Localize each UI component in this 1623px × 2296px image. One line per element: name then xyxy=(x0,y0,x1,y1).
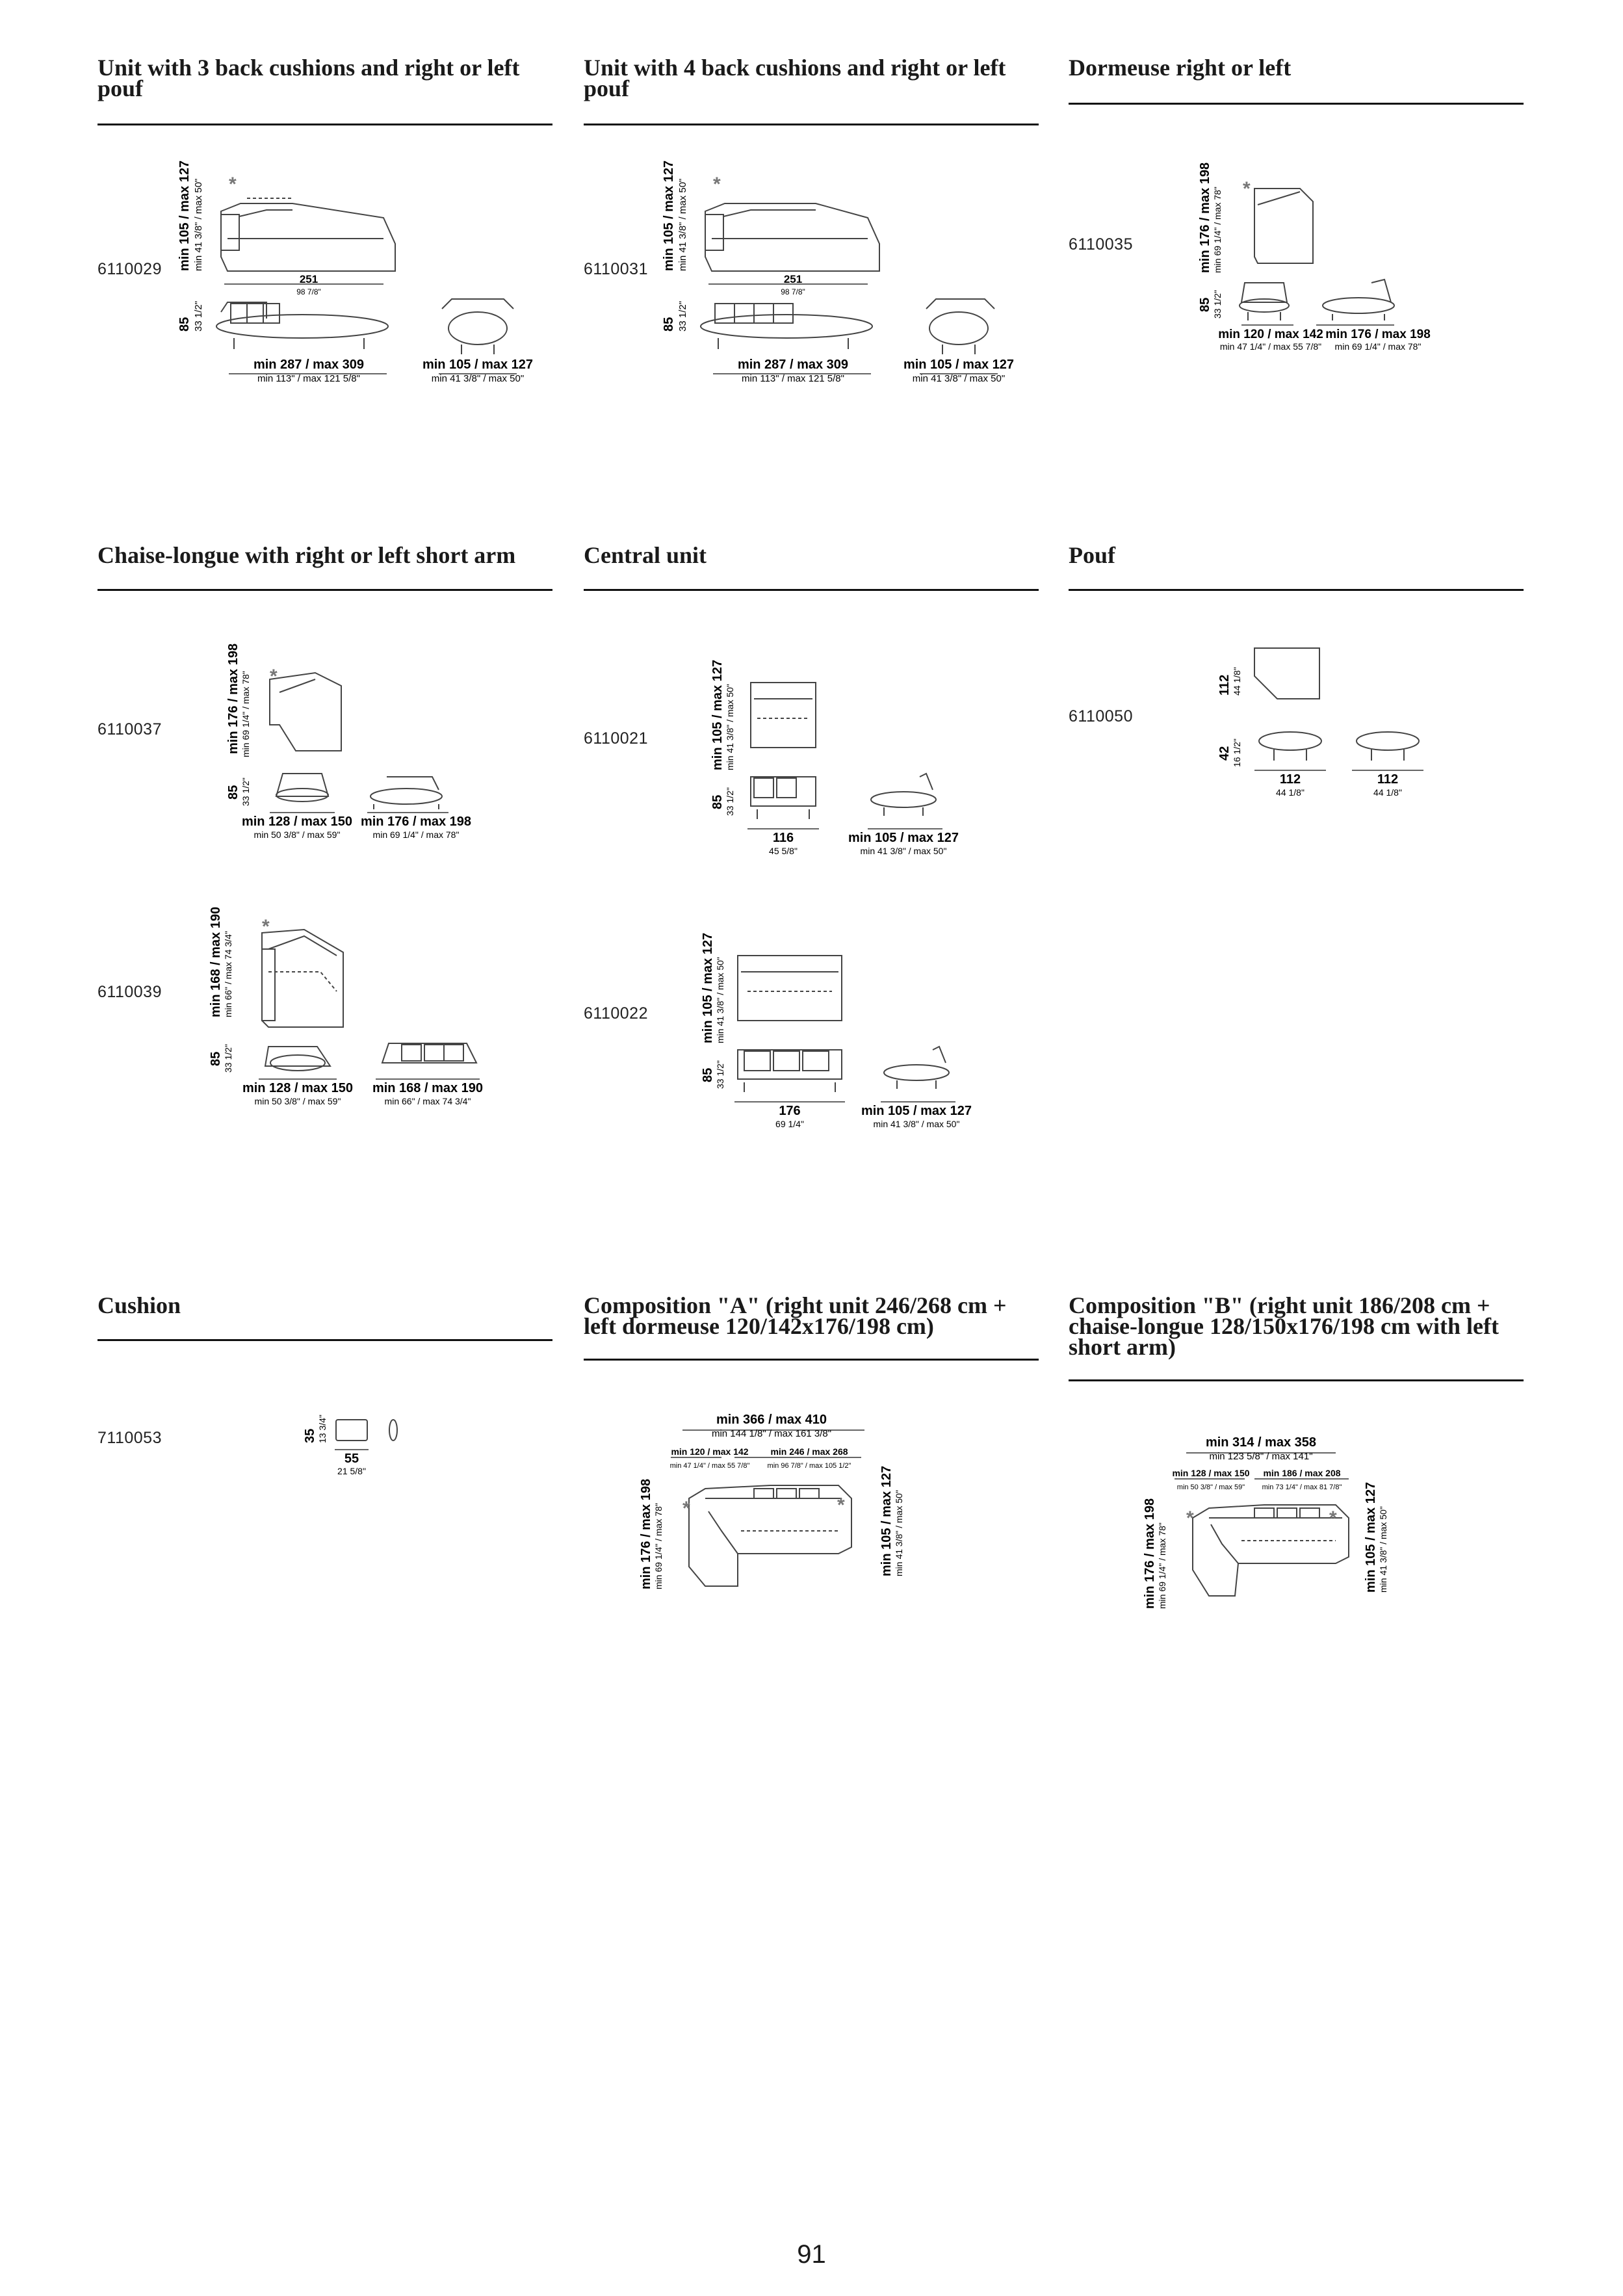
dim-label: min 168 / max 190 xyxy=(372,1081,484,1095)
section-title: Cushion xyxy=(97,1292,181,1318)
section-cushion xyxy=(97,1292,552,1318)
dim-label: min 105 / max 127 xyxy=(1364,1481,1378,1593)
section-rule xyxy=(97,124,552,125)
section-title: Central unit xyxy=(584,542,707,568)
dim-label: min 186 / max 208 xyxy=(1263,1468,1341,1478)
svg-text:*: * xyxy=(682,1498,690,1519)
svg-text:*: * xyxy=(713,174,721,195)
dim-label: 55 xyxy=(344,1452,359,1466)
product-code: 6110037 xyxy=(97,720,162,738)
dim-label: min 128 / max 150 xyxy=(1172,1468,1250,1478)
svg-text:*: * xyxy=(1186,1507,1194,1529)
drawing-composition-a xyxy=(630,1404,929,1606)
section-rule xyxy=(1069,103,1524,105)
section-title: Unit with 4 back cushions and right or left pouf xyxy=(584,55,1006,101)
dim-label: 85 xyxy=(209,1051,223,1066)
dim-label: min 69 1/4" / max 78" xyxy=(1157,1522,1167,1609)
dim-label: 16 1/2" xyxy=(1232,738,1242,767)
drawing-7110053 xyxy=(296,1411,419,1482)
dim-label: min 41 3/8" / max 50" xyxy=(860,846,947,856)
dim-label: min 41 3/8" / max 50" xyxy=(873,1119,960,1129)
dim-label: 44 1/8" xyxy=(1232,667,1242,696)
dim-label: 85 xyxy=(1198,297,1212,312)
dim-label: 112 xyxy=(1279,772,1301,787)
dim-label: min 113" / max 121 5/8" xyxy=(742,373,844,384)
dim-label: min 246 / max 268 xyxy=(770,1446,848,1457)
dim-label: min 73 1/4" / max 81 7/8" xyxy=(1262,1483,1342,1491)
section-title: Composition "B" (right unit 186/208 cm + chaise-longue 128/150x176/198 cm with left short arm) xyxy=(1069,1292,1499,1360)
dim-label: 69 1/4" xyxy=(775,1119,804,1129)
section-chaise-longue xyxy=(97,542,552,568)
dim-label: 85 xyxy=(710,794,725,809)
dim-label: 33 1/2" xyxy=(715,1060,725,1089)
svg-text:*: * xyxy=(229,174,237,195)
dim-label: 176 xyxy=(779,1104,801,1118)
dim-label: min 176 / max 198 xyxy=(226,643,240,754)
dim-label: 13 3/4" xyxy=(317,1415,328,1443)
dim-label: min 144 1/8" / max 161 3/8" xyxy=(711,1428,832,1439)
section-rule xyxy=(584,589,1039,591)
dim-label: min 96 7/8" / max 105 1/2" xyxy=(767,1462,851,1470)
section-title: Composition "A" (right unit 246/268 cm + left dormeuse 120/142x176/198 cm) xyxy=(584,1292,1007,1339)
dim-label: 98 7/8" xyxy=(781,287,805,296)
section-pouf xyxy=(1069,542,1524,568)
dim-label: 98 7/8" xyxy=(296,287,321,296)
section-rule xyxy=(1069,1379,1524,1381)
section-rule xyxy=(97,1339,552,1341)
section-central-unit xyxy=(584,542,1039,568)
svg-text:*: * xyxy=(1243,178,1251,200)
dim-label: min 105 / max 127 xyxy=(903,358,1015,372)
section-title: Pouf xyxy=(1069,542,1115,568)
dim-label: min 105 / max 127 xyxy=(848,831,959,845)
dim-label: min 105 / max 127 xyxy=(177,160,192,271)
dim-label: min 113" / max 121 5/8" xyxy=(257,373,360,384)
dim-label: min 168 / max 190 xyxy=(209,906,223,1017)
section-title: Chaise-longue with right or left short arm xyxy=(97,542,516,568)
section-title: Dormeuse right or left xyxy=(1069,55,1292,81)
svg-text:*: * xyxy=(262,916,270,937)
dim-label: min 69 1/4" / max 78" xyxy=(1212,187,1223,273)
dim-label: 33 1/2" xyxy=(725,787,735,816)
dim-label: min 50 3/8" / max 59" xyxy=(253,829,341,840)
dim-label: 85 xyxy=(226,785,240,800)
dim-label: 33 1/2" xyxy=(223,1044,233,1073)
dim-label: 42 xyxy=(1217,746,1232,761)
product-code: 6110039 xyxy=(97,983,162,1001)
section-rule xyxy=(584,124,1039,125)
dim-label: min 176 / max 198 xyxy=(360,815,472,829)
section-composition-a xyxy=(584,1292,1039,1339)
dim-label: min 50 3/8" / max 59" xyxy=(254,1096,341,1106)
dim-label: min 41 3/8" / max 50" xyxy=(715,957,725,1043)
dim-label: min 176 / max 198 xyxy=(1198,162,1212,273)
dim-label: min 176 / max 198 xyxy=(1325,328,1431,341)
drawing-6110039 xyxy=(207,900,512,1115)
dim-label: 251 xyxy=(299,273,318,285)
page-number: 91 xyxy=(797,2240,826,2269)
dim-label: 44 1/8" xyxy=(1373,787,1402,798)
dim-label: min 105 / max 127 xyxy=(422,358,534,372)
section-unit-4-cushions xyxy=(584,57,1039,99)
dim-label: min 41 3/8" / max 50" xyxy=(431,373,525,384)
dim-label: min 120 / max 142 xyxy=(1218,328,1323,341)
dim-label: 33 1/2" xyxy=(1212,290,1223,319)
dim-label: min 128 / max 150 xyxy=(242,1081,354,1095)
section-composition-b xyxy=(1069,1292,1524,1360)
section-dormeuse xyxy=(1069,55,1524,81)
dim-label: min 314 / max 358 xyxy=(1205,1435,1317,1450)
dim-label: min 69 1/4" / max 78" xyxy=(1334,341,1422,352)
drawing-6110021 xyxy=(702,653,1001,868)
dim-label: min 66" / max 74 3/4" xyxy=(384,1096,471,1106)
dim-label: 85 xyxy=(177,317,192,332)
dim-label: min 47 1/4" / max 55 7/8" xyxy=(669,1462,750,1470)
dim-label: min 50 3/8" / max 59" xyxy=(1176,1483,1245,1491)
dim-label: min 176 / max 198 xyxy=(639,1478,653,1589)
product-code: 7110053 xyxy=(97,1429,162,1447)
dim-label: min 69 1/4" / max 78" xyxy=(653,1503,664,1589)
section-unit-3-cushions xyxy=(97,57,552,99)
dim-label: 45 5/8" xyxy=(769,846,798,856)
svg-text:*: * xyxy=(1329,1507,1337,1529)
product-code: 6110031 xyxy=(584,260,648,278)
drawing-6110035 xyxy=(1196,162,1456,361)
dim-label: min 41 3/8" / max 50" xyxy=(912,373,1006,384)
dim-label: 85 xyxy=(662,317,676,332)
dim-label: 116 xyxy=(772,831,794,845)
section-rule xyxy=(1069,589,1524,591)
dim-label: min 366 / max 410 xyxy=(716,1413,827,1427)
dim-label: min 105 / max 127 xyxy=(710,659,725,770)
section-rule xyxy=(97,589,552,591)
dim-label: min 47 1/4" / max 55 7/8" xyxy=(1219,341,1322,352)
dim-label: 112 xyxy=(1217,674,1232,696)
dim-label: min 41 3/8" / max 50" xyxy=(193,178,204,271)
dim-label: min 176 / max 198 xyxy=(1143,1498,1157,1609)
svg-text:*: * xyxy=(270,666,278,687)
drawing-6110050 xyxy=(1209,640,1449,803)
dim-label: min 41 3/8" / max 50" xyxy=(725,684,735,770)
product-code: 6110022 xyxy=(584,1004,648,1023)
dim-label: min 287 / max 309 xyxy=(737,358,849,372)
dim-label: min 105 / max 127 xyxy=(879,1465,894,1576)
dim-label: min 123 5/8" / max 141" xyxy=(1209,1451,1313,1462)
dim-label: 44 1/8" xyxy=(1276,787,1305,798)
dim-label: 112 xyxy=(1377,772,1399,787)
drawing-6110037 xyxy=(218,643,504,848)
dim-label: min 105 / max 127 xyxy=(861,1104,972,1118)
dim-label: min 69 1/4" / max 78" xyxy=(372,829,460,840)
product-code: 6110035 xyxy=(1069,235,1133,254)
dim-label: min 69 1/4" / max 78" xyxy=(240,671,251,757)
dim-label: min 128 / max 150 xyxy=(241,815,353,829)
dim-label: 33 1/2" xyxy=(677,300,688,332)
dim-label: min 287 / max 309 xyxy=(253,358,365,372)
dim-label: min 41 3/8" / max 50" xyxy=(1378,1506,1388,1593)
dim-label: min 41 3/8" / max 50" xyxy=(894,1490,904,1576)
drawing-composition-b xyxy=(1134,1427,1433,1622)
dim-label: min 105 / max 127 xyxy=(701,932,715,1043)
drawing-6110022 xyxy=(692,926,1004,1141)
dim-label: 85 xyxy=(701,1067,715,1082)
product-code: 6110029 xyxy=(97,260,162,278)
dim-label: 33 1/2" xyxy=(240,777,251,806)
dim-label: 35 xyxy=(303,1428,317,1443)
drawing-6110029 xyxy=(169,160,546,390)
dim-label: min 105 / max 127 xyxy=(662,160,676,271)
product-code: 6110021 xyxy=(584,729,648,748)
product-code: 6110050 xyxy=(1069,707,1133,725)
drawing-6110031 xyxy=(653,160,1030,390)
dim-label: 33 1/2" xyxy=(193,300,204,332)
dim-label: min 66" / max 74 3/4" xyxy=(223,931,233,1017)
dim-label: 21 5/8" xyxy=(337,1466,366,1476)
dim-label: 251 xyxy=(783,273,803,285)
svg-text:*: * xyxy=(837,1494,845,1516)
section-rule xyxy=(584,1359,1039,1361)
dim-label: min 41 3/8" / max 50" xyxy=(677,178,688,271)
section-title: Unit with 3 back cushions and right or left pouf xyxy=(97,55,520,101)
dim-label: min 120 / max 142 xyxy=(671,1446,749,1457)
